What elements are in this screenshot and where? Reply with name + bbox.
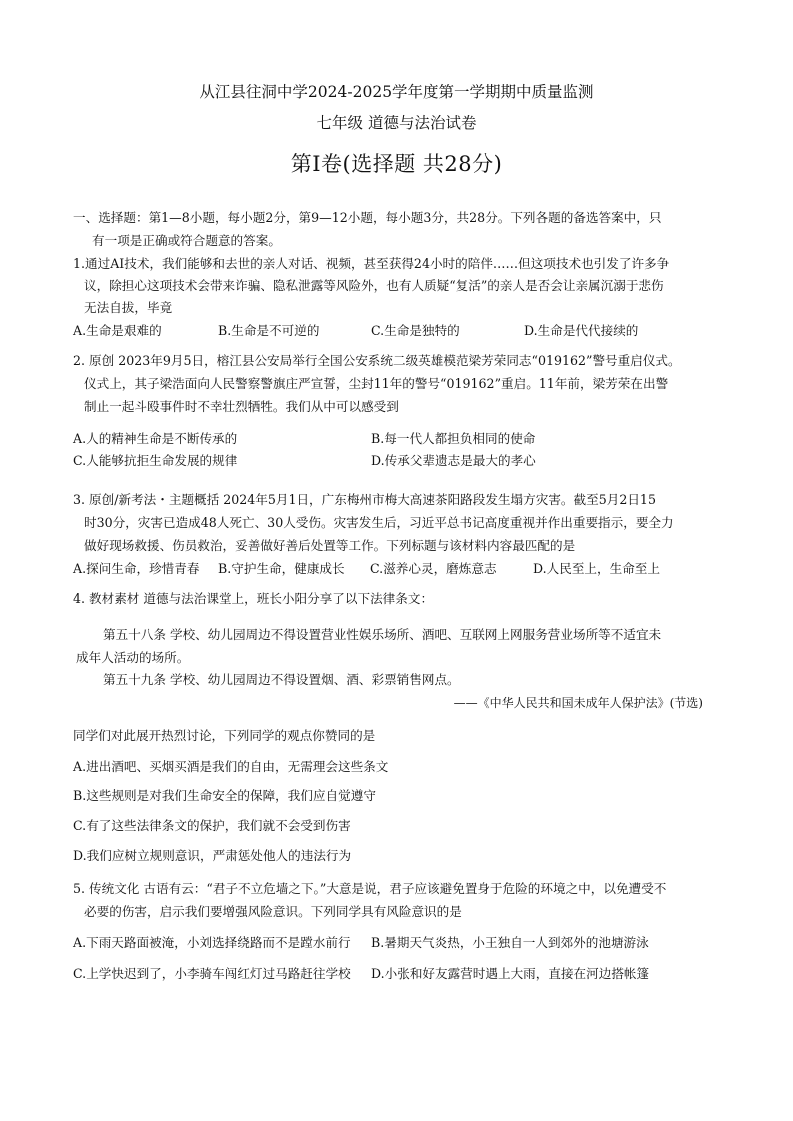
- q3-stem-line-1: 3. 原创/新考法・主题概括 2024年5月1日，广东梅州市梅大高速茶阳路段发生塌方灾害。截至5月2日15: [73, 492, 656, 507]
- instructions-line-2: 有一项是正确或符合题意的答案。: [92, 233, 281, 248]
- q4-source: ——《中华人民共和国未成年人保护法》(节选): [453, 696, 703, 710]
- q1-stem-line-2: 议，除担心这项技术会带来诈骗、隐私泄露等风险外，也有人质疑“复活”的亲人是否会让亲属沉溺于悲伤: [84, 278, 664, 293]
- q5-stem-line-1: 5. 传统文化 古语有云：“君子不立危墙之下。”大意是说，君子应该避免置身于危险的环境之中，以免遭受不: [73, 881, 667, 896]
- q4-option-b: B.这些规则是对我们生命安全的保障，我们应自觉遵守: [73, 788, 376, 803]
- q5-stem-line-2: 必要的伤害，启示我们要增强风险意识。下列同学具有风险意识的是: [84, 904, 462, 919]
- q3-option-d: D.人民至上，生命至上: [533, 561, 660, 576]
- q5-option-d: D.小张和好友露营时遇上大雨，直接在河边搭帐篷: [371, 966, 650, 981]
- instructions-line-1: 一、选择题：第1—8小题，每小题2分，第9—12小题，每小题3分，共28分。下列各题的备选答案中，只: [73, 210, 662, 225]
- q5-option-b: B.暑期天气炎热，小王独自一人到郊外的池塘游泳: [371, 935, 649, 950]
- q4-law-58-line-1: 第五十八条 学校、幼儿园周边不得设置营业性娱乐场所、酒吧、互联网上网服务营业场所等不适宜未: [103, 627, 662, 642]
- q1-stem-line-1: 1.通过AI技术，我们能够和去世的亲人对话、视频，甚至获得24小时的陪伴……但这项技术也引发了许多争: [73, 256, 670, 271]
- q1-option-c: C.生命是独特的: [371, 323, 460, 338]
- q3-option-a: A.探问生命，珍惜青春: [73, 561, 200, 576]
- q2-option-b: B.每一代人都担负相同的使命: [371, 431, 536, 446]
- q2-stem-line-1: 2. 原创 2023年9月5日，榕江县公安局举行全国公安系统二级英雄模范梁芳荣同志“019162”警号重启仪式。: [73, 353, 681, 368]
- q4-law-58-line-2: 成年人活动的场所。: [76, 650, 190, 665]
- q4-law-59: 第五十九条 学校、幼儿园周边不得设置烟、酒、彩票销售网点。: [103, 672, 460, 687]
- school-title: 从江县往洞中学2024-2025学年度第一学期期中质量监测: [199, 83, 594, 101]
- subject-title: 七年级 道德与法治试卷: [316, 114, 477, 132]
- q1-option-d: D.生命是代代接续的: [524, 323, 639, 338]
- q5-option-a: A.下雨天路面被淹，小刘选择绕路而不是蹚水前行: [73, 935, 351, 950]
- q3-stem-line-3: 做好现场救援、伤员救治，妥善做好善后处置等工作。下列标题与该材料内容最匹配的是: [84, 538, 576, 553]
- section-title: 第Ⅰ卷(选择题 共28分): [290, 152, 503, 176]
- q4-question: 同学们对此展开热烈讨论，下列同学的观点你赞同的是: [73, 728, 376, 743]
- q5-option-c: C.上学快迟到了，小李骑车闯红灯过马路赶往学校: [73, 966, 351, 981]
- q2-stem-line-2: 仪式上，其子梁浩面向人民警察警旗庄严宣誓，尘封11年的警号“019162”重启。11年前，梁芳荣在出警: [84, 376, 669, 391]
- q1-option-a: A.生命是艰难的: [73, 323, 162, 338]
- q4-option-d: D.我们应树立规则意识，严肃惩处他人的违法行为: [73, 848, 352, 863]
- q3-option-b: B.守护生命，健康成长: [218, 561, 345, 576]
- q4-stem: 4. 教材素材 道德与法治课堂上，班长小阳分享了以下法律条文：: [73, 591, 434, 606]
- q3-stem-line-2: 时30分，灾害已造成48人死亡、30人受伤。灾害发生后，习近平总书记高度重视并作出重要指示，要全力: [84, 515, 674, 530]
- q2-option-d: D.传承父辈遗志是最大的孝心: [371, 453, 536, 468]
- q2-option-c: C.人能够抗拒生命发展的规律: [73, 453, 238, 468]
- q4-option-a: A.进出酒吧、买烟买酒是我们的自由，无需理会这些条文: [73, 759, 389, 774]
- q1-option-b: B.生命是不可逆的: [218, 323, 320, 338]
- q2-option-a: A.人的精神生命是不断传承的: [73, 431, 238, 446]
- q3-option-c: C.滋养心灵，磨炼意志: [370, 561, 497, 576]
- q4-option-c: C.有了这些法律条文的保护，我们就不会受到伤害: [73, 818, 351, 833]
- q2-stem-line-3: 制止一起斗殴事件时不幸壮烈牺牲。我们从中可以感受到: [84, 399, 399, 414]
- q1-stem-line-3: 无法自拔，毕竟: [84, 300, 173, 315]
